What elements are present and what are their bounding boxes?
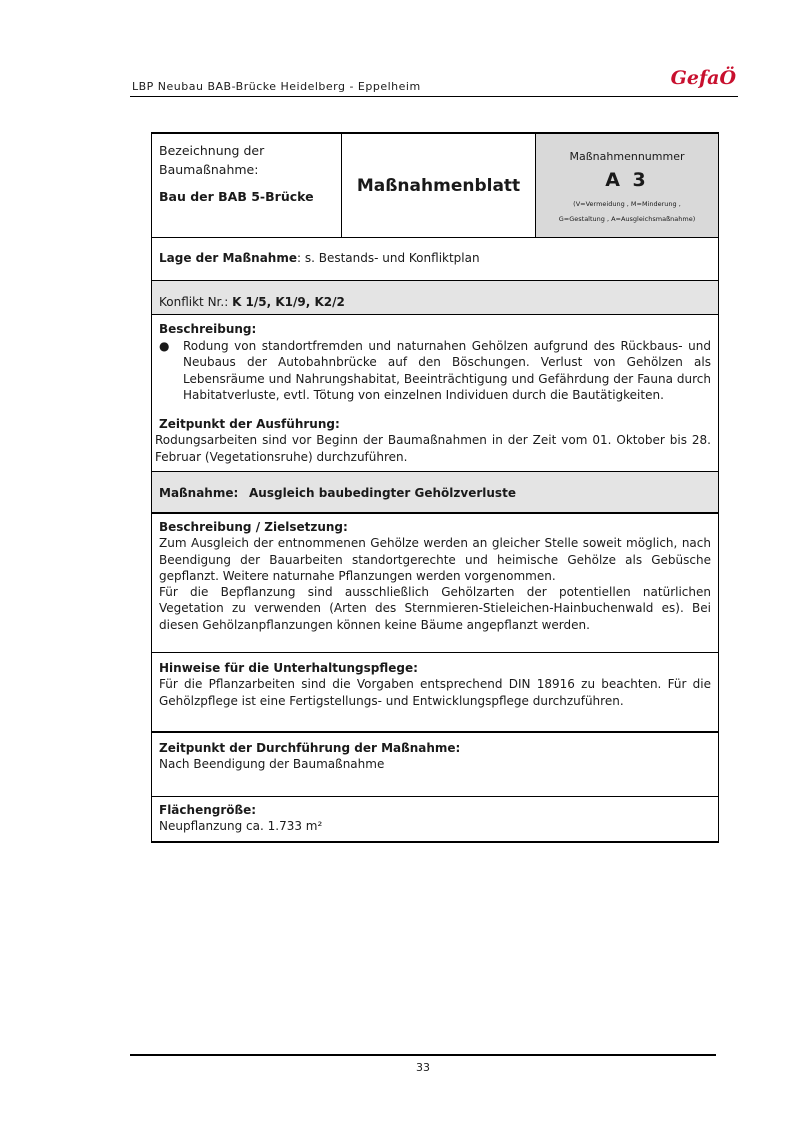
sheet-title: Maßnahmenblatt: [356, 175, 521, 196]
massnahmennummer-label: Maßnahmennummer: [569, 150, 685, 163]
konflikt-row: [151, 281, 719, 315]
lage-row: [151, 238, 719, 281]
zielsetzung-paragraph-1: Zum Ausgleich der entnommenen Gehölze werden an gleicher Stelle soweit möglich, nach Beendigung der Bauarbeiten standortgerechte und heimische Gehölze als Gebüsche gepflanzt. Weitere naturnahe Pflanzungen werden vorgenommen.: [159, 536, 711, 583]
beschreibung-bullet-text: Rodung von standortfremden und naturnahen Gehölzen aufgrund des Rückbaus- und Neubaus der Autobahnbrücke auf den Böschungen. Verlust von Gehölzen als Lebensräume und Nahrungshabitat, Beeinträchtigung und Gefährdung der Fauna durch Habitatverluste, evtl. Tötung von einzelnen Individuen durch die Bautätigkeiten.: [183, 338, 711, 402]
durchfuehrung-section: [151, 733, 719, 797]
massnahme-label: Maßnahme:: [159, 486, 239, 500]
flaechengroesse-section: [151, 797, 719, 843]
massnahmennummer-cell: [536, 134, 718, 237]
beschreibung-bullet-item: [159, 338, 711, 404]
massnahme-row: [151, 472, 719, 514]
legend-line-1: (V=Vermeidung , M=Minderung ,: [573, 200, 681, 208]
bullet-icon: ●: [159, 338, 170, 353]
footer-divider: [130, 1054, 716, 1056]
zielsetzung-heading: Beschreibung / Zielsetzung:: [159, 520, 348, 534]
konflikt-label: Konflikt Nr.:: [159, 295, 233, 309]
massnahmennummer-value: A 3: [605, 169, 649, 191]
zielsetzung-paragraph-2: Für die Bepflanzung sind ausschließlich Gehölzarten der potentiellen natürlichen Vegetation zu verwenden (Arten des Sternmieren-Stieleichen-Hainbuchenwald es). Bei diesen Gehölzanpflanzungen können keine Bäume angepflanzt werden.: [159, 585, 711, 632]
bezeichnung-label: Bezeichnung der Baumaßnahme:: [159, 143, 265, 177]
flaechengroesse-heading: Flächengröße:: [159, 803, 257, 817]
page-number: 33: [416, 1061, 430, 1074]
hinweise-section: [151, 653, 719, 733]
sheet-title-cell: [342, 134, 536, 237]
durchfuehrung-heading: Zeitpunkt der Durchführung der Maßnahme:: [159, 741, 461, 755]
sheet-header-row: [151, 132, 719, 238]
ausfuehrung-text: Rodungsarbeiten sind vor Beginn der Baumaßnahmen in der Zeit vom 01. Oktober bis 28. Februar (Vegetationsruhe) durchzuführen.: [155, 433, 711, 464]
bezeichnung-value: Bau der BAB 5-Brücke: [159, 189, 314, 204]
durchfuehrung-text: Nach Beendigung der Baumaßnahme: [159, 757, 385, 772]
hinweise-heading: Hinweise für die Unterhaltungspflege:: [159, 661, 418, 675]
beschreibung-section: [151, 315, 719, 472]
hinweise-text: Für die Pflanzarbeiten sind die Vorgaben entsprechend DIN 18916 zu beachten. Für die Gehölzpflege ist eine Fertigstellungs- und Entwicklungspflege durchzuführen.: [159, 677, 711, 708]
massnahmen-type-legend: [536, 197, 718, 227]
flaechengroesse-text: Neupflanzung ca. 1.733 m²: [159, 819, 323, 834]
massnahme-value: Ausgleich baubedingter Gehölzverluste: [249, 486, 516, 500]
bezeichnung-cell: [152, 134, 342, 237]
legend-line-2: G=Gestaltung , A=Ausgleichsmaßnahme): [558, 215, 696, 223]
gefaoe-logo: GefaÖ: [670, 67, 736, 89]
zielsetzung-section: [151, 514, 719, 653]
lage-value: : s. Bestands- und Konfliktplan: [296, 251, 480, 265]
document-header-title: LBP Neubau BAB-Brücke Heidelberg - Eppelheim: [132, 80, 421, 93]
header-divider: [130, 96, 738, 97]
beschreibung-heading: Beschreibung:: [159, 322, 257, 336]
ausfuehrung-heading: Zeitpunkt der Ausführung:: [159, 416, 340, 431]
lage-label: Lage der Maßnahme: [159, 251, 297, 265]
konflikt-value: K 1/5, K1/9, K2/2: [232, 295, 345, 309]
